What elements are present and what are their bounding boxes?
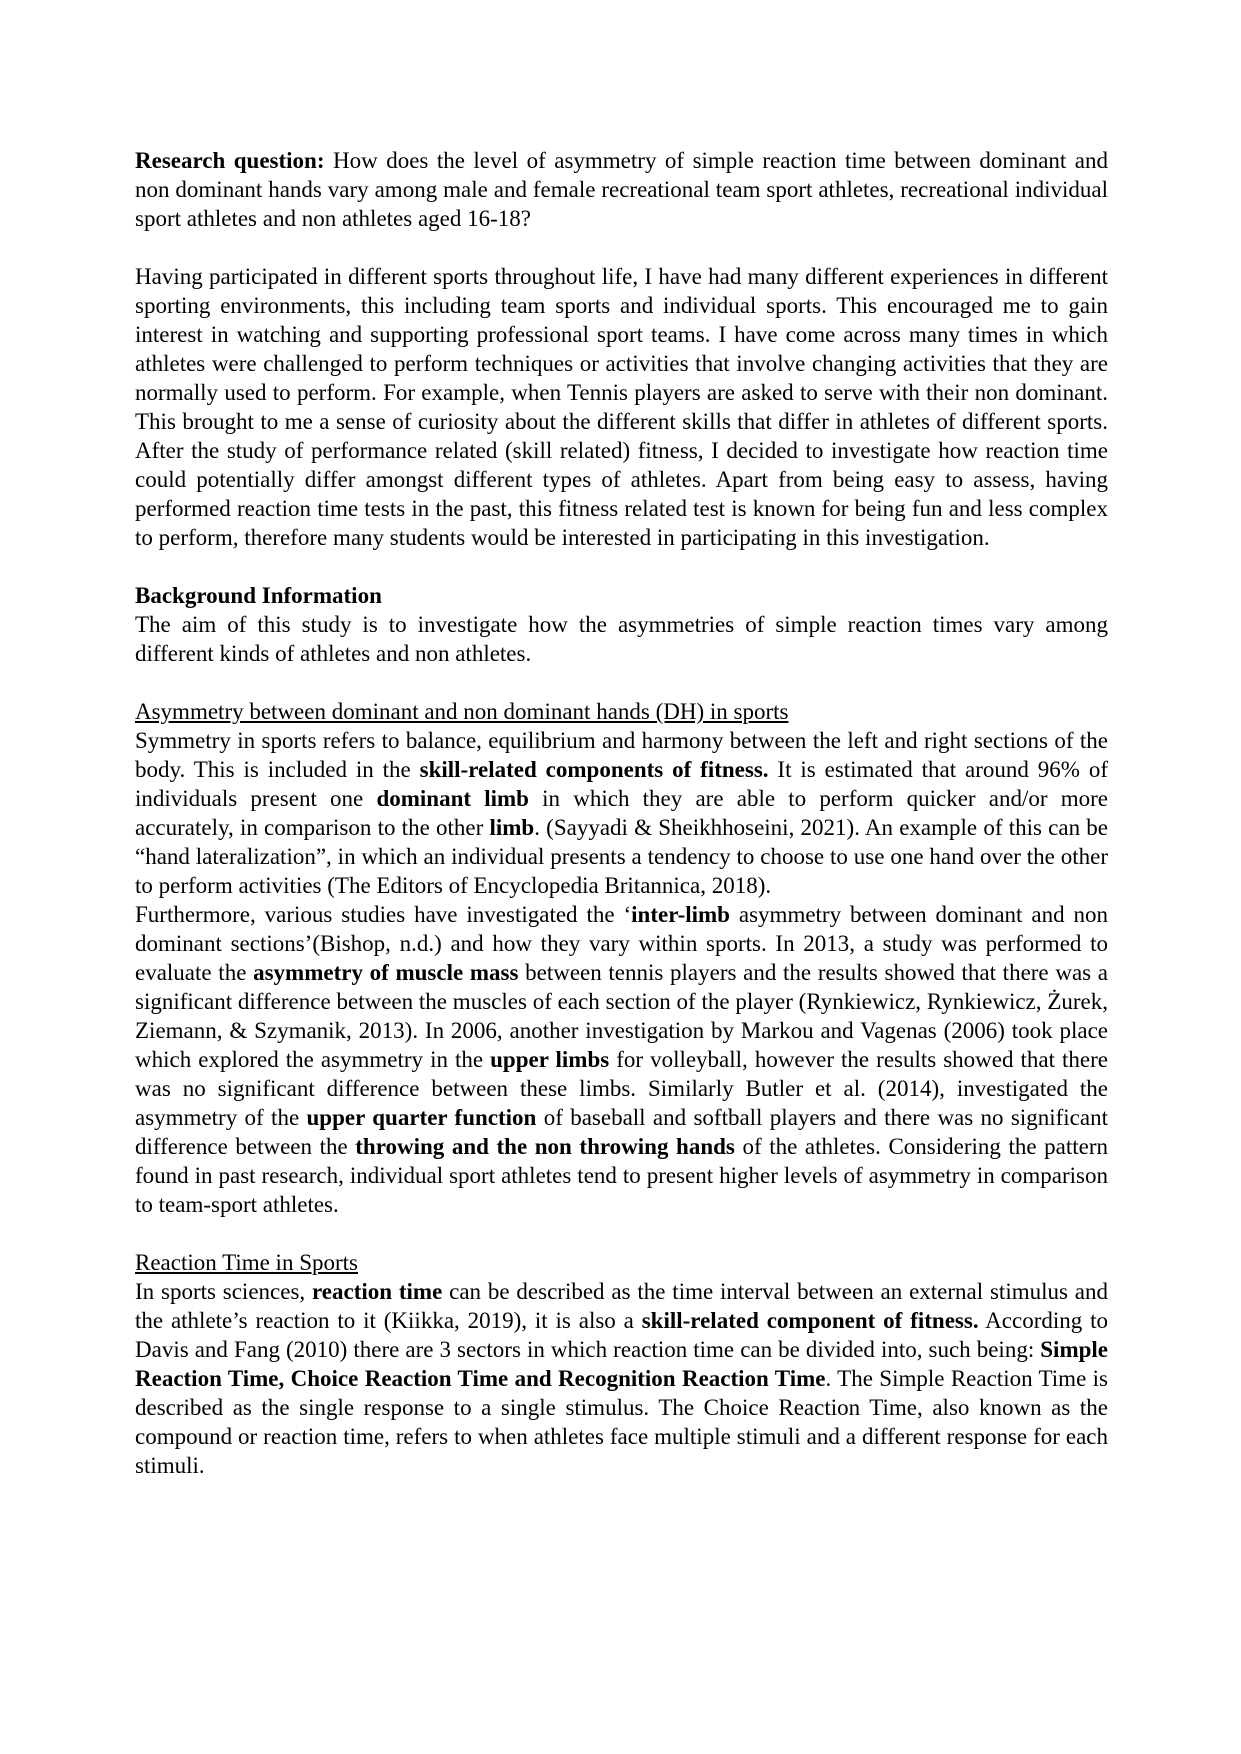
text-run: . The Simple Reaction Time is described as the single response to a single stimulus. The Choice Reaction Time, also known as the compound or reaction time, refers to when athletes face multiple stimuli and a different response for each stimuli.	[135, 1366, 1108, 1478]
text-run: of the athletes. Considering the pattern found in past research, individual sport athletes tend to present higher levels of asymmetry in comparison to team-sport athletes.	[135, 1134, 1108, 1217]
text-run: Background Information	[135, 583, 382, 608]
text-run: upper limbs	[490, 1047, 610, 1072]
text-run: In sports sciences,	[135, 1279, 312, 1304]
reaction-time-section-heading	[135, 1248, 1108, 1277]
text-run: in which they are able to perform quicker and/or more accurately, in comparison to the other	[135, 786, 1108, 840]
text-run: asymmetry between dominant and non dominant sections’(Bishop, n.d.) and how they vary within sports. In 2013, a study was performed to evaluate the	[135, 902, 1108, 985]
background-aim-paragraph	[135, 610, 1108, 668]
text-run: can be described as the time interval between an external stimulus and the athlete’s reaction to it (Kiikka, 2019), it is also a	[135, 1279, 1108, 1333]
text-run: The aim of this study is to investigate how the asymmetries of simple reaction times vary among different kinds of athletes and non athletes.	[135, 612, 1108, 666]
text-run: According to Davis and Fang (2010) there are 3 sectors in which reaction time can be divided into, such being:	[135, 1308, 1108, 1362]
background-information-heading	[135, 581, 1108, 610]
text-run: It is estimated that around 96% of individuals present one	[135, 757, 1109, 811]
text-run: upper quarter function	[306, 1105, 537, 1130]
furthermore-paragraph	[135, 900, 1108, 1219]
text-run: Reaction Time in Sports	[135, 1250, 358, 1275]
intro-paragraph	[135, 262, 1108, 552]
text-run: Symmetry in sports refers to balance, equilibrium and harmony between the left and right sections of the body. This is included in the	[135, 728, 1108, 782]
text-run: asymmetry of muscle mass	[253, 960, 519, 985]
text-run: Research question:	[135, 148, 333, 173]
symmetry-paragraph	[135, 726, 1108, 900]
text-run: Asymmetry between dominant and non dominant hands (DH) in sports	[135, 699, 789, 724]
reaction-time-paragraph	[135, 1277, 1108, 1480]
asymmetry-section-heading	[135, 697, 1108, 726]
text-run: Having participated in different sports throughout life, I have had many different experiences in different sporting environments, this including team sports and individual sports. This encouraged me to gain interest in watching and supporting professional sport teams. I have come across many times in which athletes were challenged to perform techniques or activities that involve changing activities that they are normally used to perform. For example, when Tennis players are asked to serve with their non dominant. This brought to me a sense of curiosity about the different skills that differ in athletes of different sports. After the study of performance related (skill related) fitness, I decided to investigate how reaction time could potentially differ amongst different types of athletes. Apart from being easy to assess, having performed reaction time tests in the past, this fitness related test is known for being fun and less complex to perform, therefore many students would be interested in participating in this investigation.	[135, 264, 1108, 550]
text-run: Furthermore, various studies have investigated the ‘	[135, 902, 632, 927]
text-run: . (Sayyadi & Sheikhhoseini, 2021). An example of this can be “hand lateralization”, in which an individual presents a tendency to choose to use one hand over the other to perform activities (The Editors of Encyclopedia Britannica, 2018).	[135, 815, 1108, 898]
text-run: throwing and the non throwing hands	[355, 1134, 735, 1159]
text-run: How does the level of asymmetry of simple reaction time between dominant and non dominant hands vary among male and female recreational team sport athletes, recreational individual sport athletes and non athletes aged 16-18?	[135, 148, 1108, 231]
text-run: skill-related component of fitness.	[641, 1308, 979, 1333]
text-run: between tennis players and the results showed that there was a significant difference between the muscles of each section of the player (Rynkiewicz, Rynkiewicz, Żurek, Ziemann, & Szymanik, 2013). In 2006, another investigation by Markou and Vagenas (2006) took place which explored the asymmetry in the	[135, 960, 1108, 1072]
text-run: of baseball and softball players and there was no significant difference between the	[135, 1105, 1108, 1159]
text-run: limb	[489, 815, 535, 840]
text-run: reaction time	[311, 1279, 443, 1304]
text-run: skill-related components of fitness.	[419, 757, 769, 782]
text-run: dominant limb	[376, 786, 529, 811]
document-content	[135, 146, 1108, 1480]
research-question-paragraph	[135, 146, 1108, 233]
text-run: inter-limb	[631, 902, 730, 927]
text-run: Simple Reaction Time, Choice Reaction Time and Recognition Reaction Time	[135, 1337, 1108, 1391]
text-run: for volleyball, however the results showed that there was no significant difference between these limbs. Similarly Butler et al. (2014), investigated the asymmetry of the	[135, 1047, 1108, 1130]
